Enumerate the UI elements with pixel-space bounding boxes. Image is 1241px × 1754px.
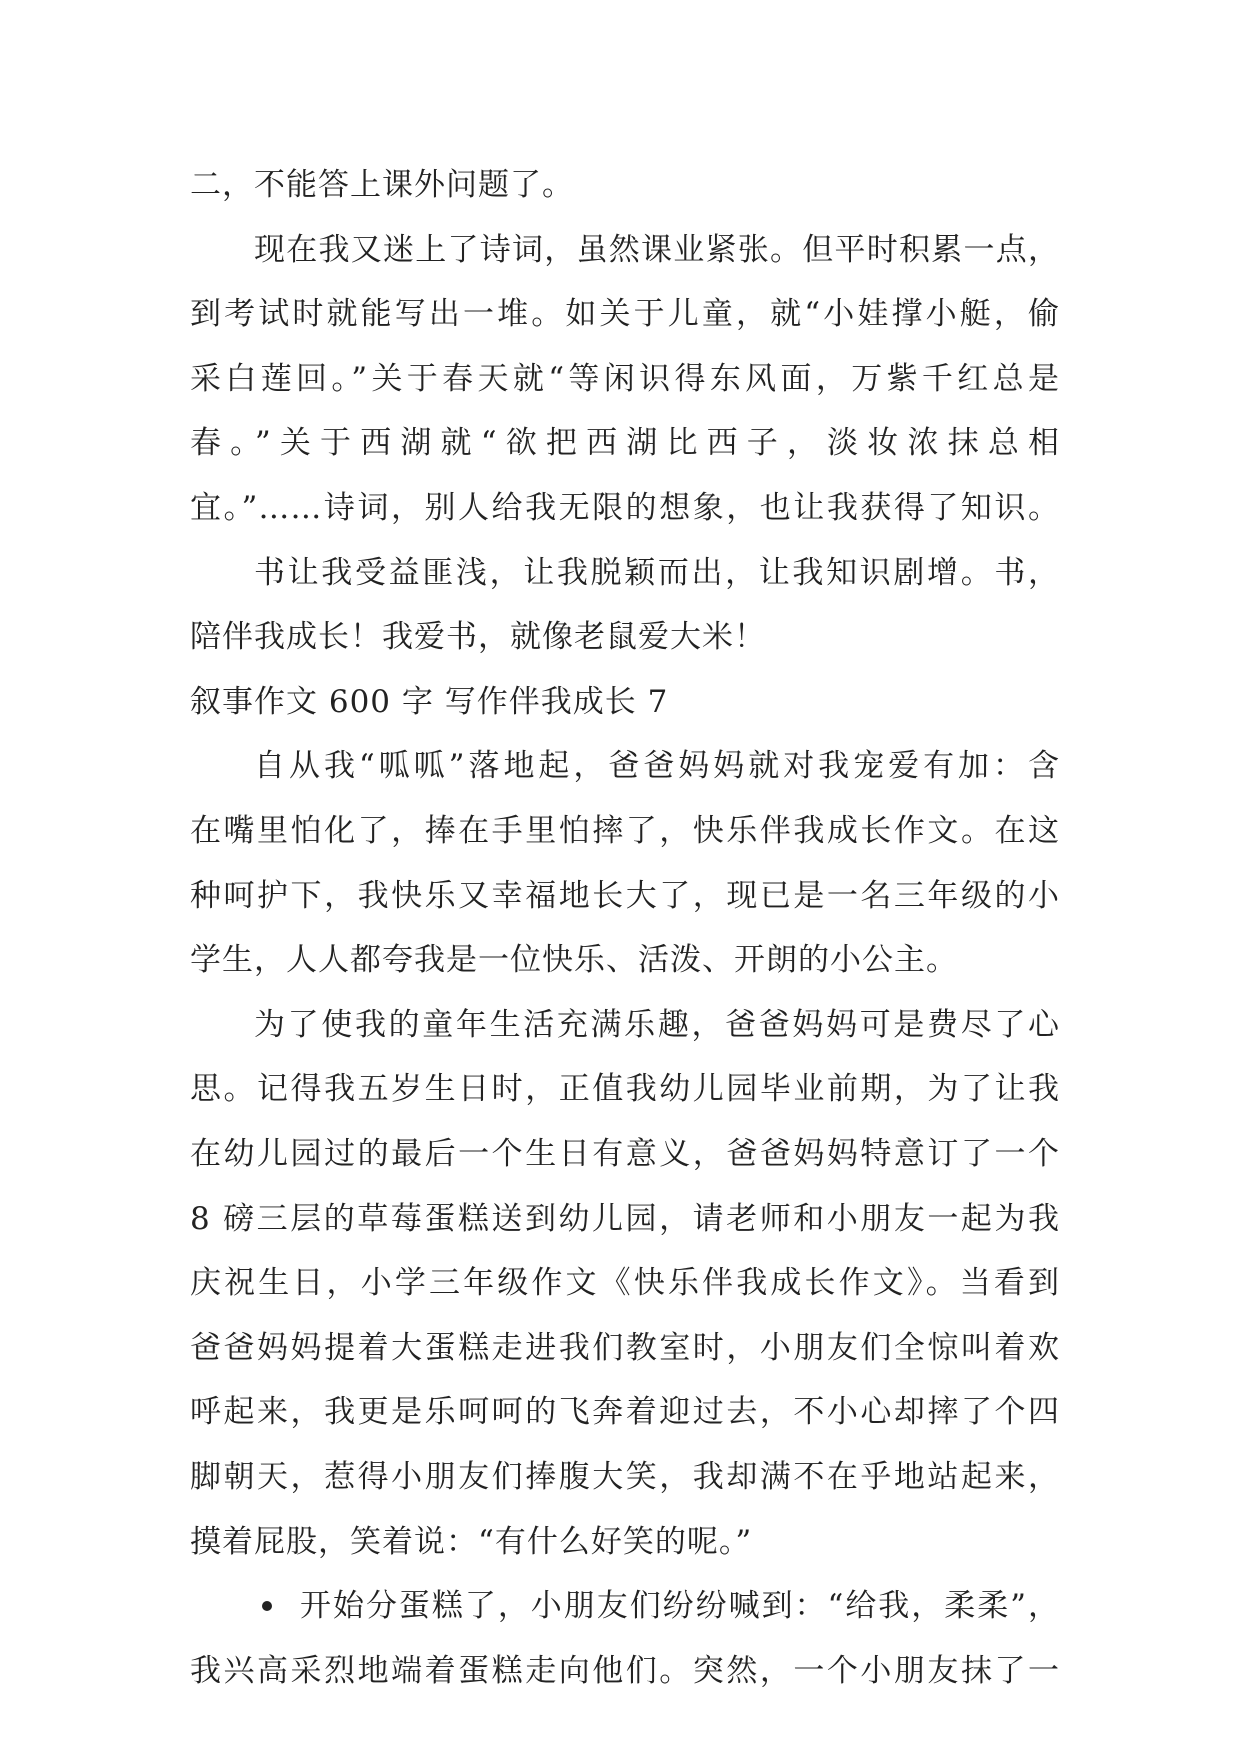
text-line: 二，不能答上课外问题了。: [190, 167, 574, 203]
text-line: 陪伴我成长！我爱书，就像老鼠爱大米！: [190, 619, 766, 655]
paragraph-first-line: 自从我“呱呱”落地起，爸爸妈妈就对我宠爱有加：含: [254, 748, 1060, 784]
text-line: 学生，人人都夸我是一位快乐、活泼、开朗的小公主。: [190, 942, 958, 978]
text-line: 庆祝生日，小学三年级作文《快乐伴我成长作文》。当看到: [190, 1265, 1060, 1301]
text-line: 在嘴里怕化了，捧在手里怕摔了，快乐伴我成长作文。在这: [190, 813, 1060, 849]
paragraph-first-line: 开始分蛋糕了，小朋友们纷纷喊到：“给我，柔柔”，: [300, 1588, 1060, 1624]
text-line: 到考试时就能写出一堆。如关于儿童，就“小娃撑小艇，偷: [190, 296, 1060, 332]
text-line: 在幼儿园过的最后一个生日有意义，爸爸妈妈特意订了一个: [190, 1136, 1060, 1172]
section-heading: 叙事作文 600 字 写作伴我成长 7: [190, 684, 669, 720]
text-line: 宜。”……诗词，别人给我无限的想象，也让我获得了知识。: [190, 490, 1060, 526]
text-line: 呼起来，我更是乐呵呵的飞奔着迎过去，不小心却摔了个四: [190, 1394, 1060, 1430]
paragraph-first-line: 现在我又迷上了诗词，虽然课业紧张。但平时积累一点，: [254, 232, 1060, 268]
paragraph-first-line: 为了使我的童年生活充满乐趣，爸爸妈妈可是费尽了心: [254, 1007, 1060, 1043]
text-line: 爸爸妈妈提着大蛋糕走进我们教室时，小朋友们全惊叫着欢: [190, 1330, 1060, 1366]
text-line: 摸着屁股，笑着说：“有什么好笑的呢。”: [190, 1524, 753, 1560]
text-line: 春。”关于西湖就“欲把西湖比西子，淡妆浓抹总相: [190, 425, 1060, 461]
paragraph-first-line: 书让我受益匪浅，让我脱颖而出，让我知识剧增。书，: [254, 555, 1060, 591]
text-line: 我兴高采烈地端着蛋糕走向他们。突然，一个小朋友抹了一: [190, 1653, 1060, 1689]
text-line: 思。记得我五岁生日时，正值我幼儿园毕业前期，为了让我: [190, 1071, 1060, 1107]
text-line: 采白莲回。”关于春天就“等闲识得东风面，万紫千红总是: [190, 361, 1060, 397]
text-line: 种呵护下，我快乐又幸福地长大了，现已是一名三年级的小: [190, 878, 1060, 914]
text-line: 8 磅三层的草莓蛋糕送到幼儿园，请老师和小朋友一起为我: [190, 1201, 1060, 1237]
text-line: 脚朝天，惹得小朋友们捧腹大笑，我却满不在乎地站起来，: [190, 1459, 1060, 1495]
